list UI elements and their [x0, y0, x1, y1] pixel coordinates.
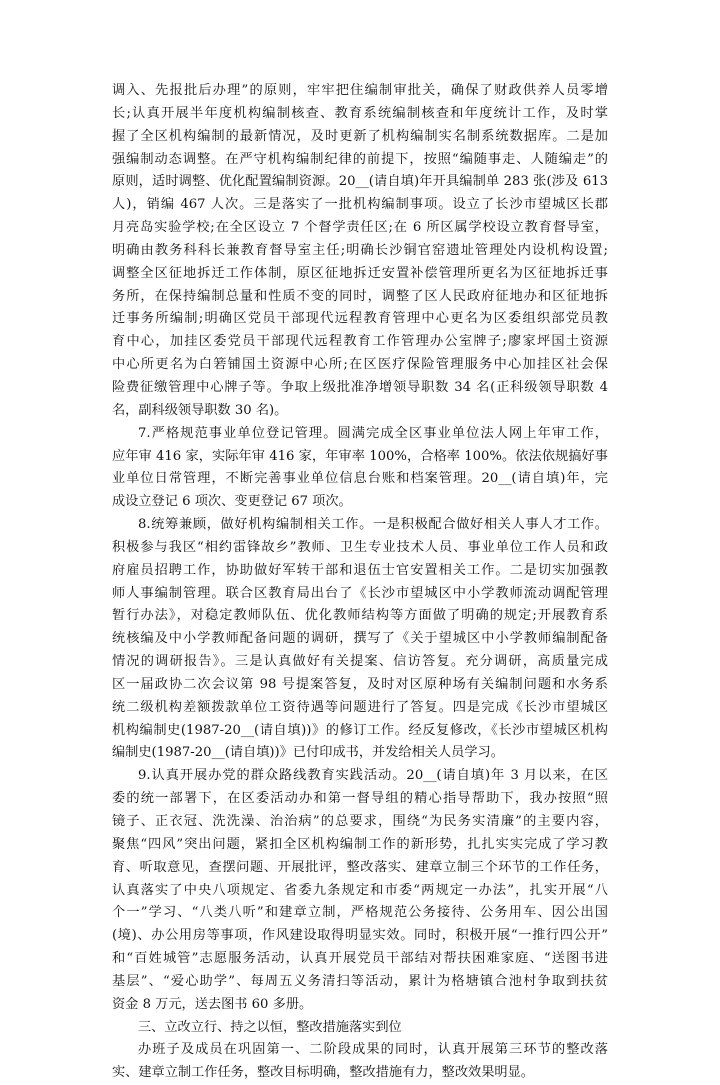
text-line: 育中心，加挂区委党员干部现代远程教育工作管理办公室牌子;廖家坪国土资源 [112, 334, 608, 350]
text-line: (境)、办公用房等事项，作风建设取得明显实效。同时，积极开展“一推行四公开” [112, 928, 608, 944]
text-line: 师人事编制管理。联合区教育局出台了《长沙市望城区中小学教师流动调配管理 [112, 585, 608, 601]
text-line: 三、立改立行、持之以恒，整改措施落实到位 [138, 1019, 402, 1035]
text-line: 区一届政协二次会议第 98 号提案答复，及时对区原种场有关编制问题和水务系 [112, 676, 608, 692]
text-line: 7.严格规范事业单位登记管理。圆满完成全区事业单位法人网上年审工作， [138, 425, 608, 441]
text-line: 调入、先报批后办理”的原则，牢牢把住编制审批关，确保了财政供养人员零增 [112, 83, 608, 98]
text-line: 育、听取意见，查摆问题、开展批评，整改落实、建章立制三个环节的工作任务， [112, 859, 608, 875]
text-line: 机构编制史(1987-20__(请自填))》的修订工作。经反复修改，《长沙市望城区机构 [112, 722, 608, 738]
text-line: 个一”学习、“八类八听”和建章立制，严格规范公务接待、公务用车、因公出国 [112, 905, 608, 921]
text-line: 暂行办法》，对稳定教师队伍、优化教师结构等方面做了明确的规定;开展教育系 [112, 608, 608, 624]
text-line: 聚焦“四风”突出问题，紧扣全区机构编制工作的新形势，扎扎实实完成了学习教 [112, 836, 608, 852]
text-line: 基层”、“爱心助学”、每周五义务清扫等活动，累计为格塘镇合池村争取到扶贫 [112, 973, 608, 989]
text-line: 握了全区机构编制的最新情况，及时更新了机构编制实名制系统数据库。二是加 [112, 128, 608, 144]
text-line: 实、建章立制工作任务，整改目标明确，整改措施有力，整改效果明显。 [112, 1065, 534, 1081]
text-line: 调整全区征地拆迁工作体制，原区征地拆迁安置补偿管理所更名为区征地拆迁事 [112, 265, 608, 281]
text-line: 务所，在保持编制总量和性质不变的同时，调整了区人民政府征地办和区征地拆 [112, 288, 608, 304]
text-line: 镜子、正衣冠、洗洗澡、治治病”的总要求，围绕“为民务实清廉”的主要内容， [112, 814, 608, 829]
text-line: 统核编及中小学教师配备问题的调研，撰写了《关于望城区中小学教师编制配备 [112, 631, 608, 647]
text-line: 8.统筹兼顾，做好机构编制相关工作。一是积极配合做好相关人事人才工作。 [138, 517, 608, 533]
text-line: 人)，销编 467 人次。三是落实了一批机构编制事项。设立了长沙市望城区长郡 [112, 197, 608, 213]
text-line: 办班子及成员在巩固第一、二阶段成果的同时，认真开展第三环节的整改落 [138, 1042, 608, 1058]
text-line: 明确由教务科科长兼教育督导室主任;明确长沙铜官窑遗址管理处内设机构设置; [112, 242, 608, 258]
text-line: 认真落实了中央八项规定、省委九条规定和市委“两规定一办法”，扎实开展“八 [112, 882, 608, 898]
text-line: 名，副科级领导职数 30 名)。 [112, 402, 288, 418]
text-line: 府雇员招聘工作，协助做好军转干部和退伍士官安置相关工作。二是切实加强教 [112, 562, 608, 578]
document-body [112, 80, 608, 1085]
text-line: 资金 8 万元，送去图书 60 多册。 [112, 996, 313, 1012]
text-line: 迁事务所编制;明确区党员干部现代远程教育管理中心更名为区委组织部党员教 [112, 311, 608, 327]
text-line: 积极参与我区“相约雷锋故乡”教师、卫生专业技术人员、事业单位工作人员和政 [112, 539, 608, 555]
text-line: 月亮岛实验学校;在全区设立 7 个督学责任区;在 6 所区属学校设立教育督导室， [112, 220, 608, 236]
text-line: 中心所更名为白箬铺国土资源中心所;在区医疗保险管理服务中心加挂区社会保 [112, 357, 608, 373]
text-line: 强编制动态调整。在严守机构编制纪律的前提下，按照“编随事走、人随编走”的 [112, 151, 608, 167]
text-line: 和“百姓城管”志愿服务活动，认真开展党员干部结对帮扶困难家庭、“送图书进 [112, 951, 608, 967]
text-line: 编制史(1987-20__(请自填))》已付印成书，并发给相关人员学习。 [112, 745, 504, 761]
text-line: 9.认真开展办党的群众路线教育实践活动。20__(请自填)年 3 月以来，在区 [138, 768, 608, 784]
text-line: 长;认真开展半年度机构编制核查、教育系统编制核查和年度统计工作，及时掌 [112, 105, 608, 121]
text-line: 险费征缴管理中心牌子等。争取上级批准净增领导职数 34 名(正科级领导职数 4 [112, 379, 608, 395]
text-line: 委的统一部署下，在区委活动办和第一督导组的精心指导帮助下，我办按照“照 [112, 791, 608, 807]
text-line: 应年审 416 家，实际年审 416 家，年审率 100%，合格率 100%。依法依规搞好事 [112, 448, 608, 464]
text-line: 情况的调研报告》。三是认真做好有关提案、信访答复。充分调研，高质量完成 [112, 654, 608, 670]
text-line: 统二级机构差额拨款单位工资待遇等问题进行了答复。四是完成《长沙市望城区 [112, 699, 608, 715]
text-line: 成设立登记 6 项次、变更登记 67 项次。 [112, 494, 352, 510]
text-line: 原则，适时调整、优化配置编制资源。20__(请自填)年开具编制单 283 张(涉及 613 [112, 174, 608, 190]
text-line: 业单位日常管理，不断完善事业单位信息台账和档案管理。20__(请自填)年，完 [112, 471, 608, 487]
